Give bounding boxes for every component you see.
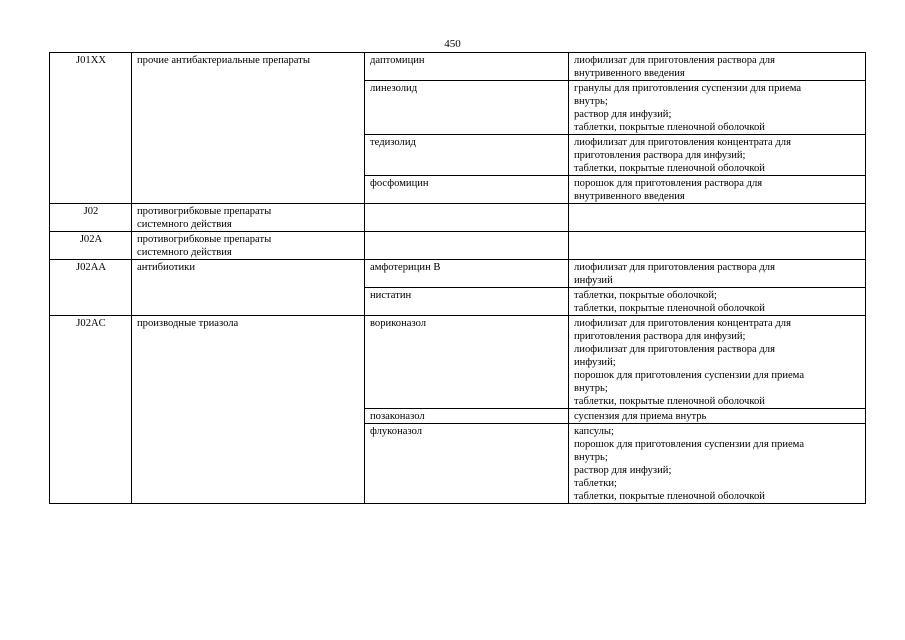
anatomical-group-cell xyxy=(132,232,365,260)
dosage-form-line: капсулы; xyxy=(574,426,614,437)
drug-name-cell xyxy=(365,232,569,260)
drug-name-cell xyxy=(365,204,569,232)
dosage-form-line: таблетки, покрытые пленочной оболочкой xyxy=(574,303,765,314)
table-row xyxy=(50,316,866,409)
dosage-form-line: порошок для приготовления раствора для xyxy=(574,178,763,189)
atc-code-cell: J01XX xyxy=(50,53,132,204)
dosage-form-line: раствор для инфузий; xyxy=(574,465,672,476)
dosage-forms-cell xyxy=(569,424,866,504)
group-line: системного действия xyxy=(137,219,232,230)
table-row xyxy=(50,53,866,81)
atc-code-cell: J02AA xyxy=(50,260,132,316)
dosage-forms-cell xyxy=(569,135,866,176)
dosage-form-line: внутрь; xyxy=(574,383,608,394)
dosage-forms-cell xyxy=(569,288,866,316)
group-line: системного действия xyxy=(137,247,232,258)
dosage-form-line: таблетки, покрытые пленочной оболочкой xyxy=(574,396,765,407)
dosage-form-line: суспензия для приема внутрь xyxy=(574,411,707,422)
table-row xyxy=(50,232,866,260)
dosage-form-line: таблетки; xyxy=(574,478,617,489)
dosage-forms-cell xyxy=(569,204,866,232)
dosage-form-line: лиофилизат для приготовления раствора для xyxy=(574,55,775,66)
drug-name-cell: флуконазол xyxy=(365,424,569,504)
dosage-form-line: лиофилизат для приготовления раствора для xyxy=(574,344,775,355)
drug-table xyxy=(49,52,866,504)
group-line: противогрибковые препараты xyxy=(137,206,272,217)
drug-name-cell: даптомицин xyxy=(365,53,569,81)
dosage-form-line: приготовления раствора для инфузий; xyxy=(574,150,746,161)
dosage-form-line: инфузий xyxy=(574,275,613,286)
table-row xyxy=(50,260,866,288)
anatomical-group-cell xyxy=(132,260,365,316)
dosage-form-line: гранулы для приготовления суспензии для приема xyxy=(574,83,802,94)
dosage-forms-cell xyxy=(569,81,866,135)
atc-code-cell: J02 xyxy=(50,204,132,232)
group-line: противогрибковые препараты xyxy=(137,234,272,245)
dosage-form-line: внутрь; xyxy=(574,96,608,107)
drug-name-cell: амфотерицин В xyxy=(365,260,569,288)
dosage-form-line: таблетки, покрытые оболочкой; xyxy=(574,290,717,301)
dosage-form-line: приготовления раствора для инфузий; xyxy=(574,331,746,342)
dosage-form-line: лиофилизат для приготовления раствора для xyxy=(574,262,775,273)
dosage-form-line: инфузий; xyxy=(574,357,616,368)
dosage-forms-cell xyxy=(569,176,866,204)
group-line: прочие антибактериальные препараты xyxy=(137,55,310,66)
page-number: 450 xyxy=(444,38,461,50)
drug-name-cell: фосфомицин xyxy=(365,176,569,204)
dosage-form-line: внутривенного введения xyxy=(574,68,685,79)
dosage-forms-cell xyxy=(569,232,866,260)
dosage-form-line: порошок для приготовления суспензии для приема xyxy=(574,439,805,450)
atc-code-cell: J02A xyxy=(50,232,132,260)
dosage-form-line: таблетки, покрытые пленочной оболочкой xyxy=(574,491,765,502)
group-line: производные триазола xyxy=(137,318,239,329)
dosage-form-line: лиофилизат для приготовления концентрата для xyxy=(574,318,791,329)
anatomical-group-cell xyxy=(132,204,365,232)
dosage-form-line: таблетки, покрытые пленочной оболочкой xyxy=(574,163,765,174)
table-body xyxy=(50,53,866,504)
drug-name-cell: линезолид xyxy=(365,81,569,135)
dosage-form-line: лиофилизат для приготовления концентрата для xyxy=(574,137,791,148)
dosage-form-line: порошок для приготовления суспензии для приема xyxy=(574,370,805,381)
dosage-form-line: раствор для инфузий; xyxy=(574,109,672,120)
drug-name-cell: вориконазол xyxy=(365,316,569,409)
dosage-form-line: таблетки, покрытые пленочной оболочкой xyxy=(574,122,765,133)
table-row xyxy=(50,204,866,232)
dosage-forms-cell xyxy=(569,260,866,288)
dosage-forms-cell xyxy=(569,53,866,81)
dosage-forms-cell xyxy=(569,316,866,409)
atc-code-cell: J02AC xyxy=(50,316,132,504)
dosage-form-line: внутривенного введения xyxy=(574,191,685,202)
dosage-form-line: внутрь; xyxy=(574,452,608,463)
drug-name-cell: тедизолид xyxy=(365,135,569,176)
drug-name-cell: позаконазол xyxy=(365,409,569,424)
group-line: антибиотики xyxy=(137,262,196,273)
dosage-forms-cell xyxy=(569,409,866,424)
anatomical-group-cell xyxy=(132,316,365,504)
anatomical-group-cell xyxy=(132,53,365,204)
drug-name-cell: нистатин xyxy=(365,288,569,316)
